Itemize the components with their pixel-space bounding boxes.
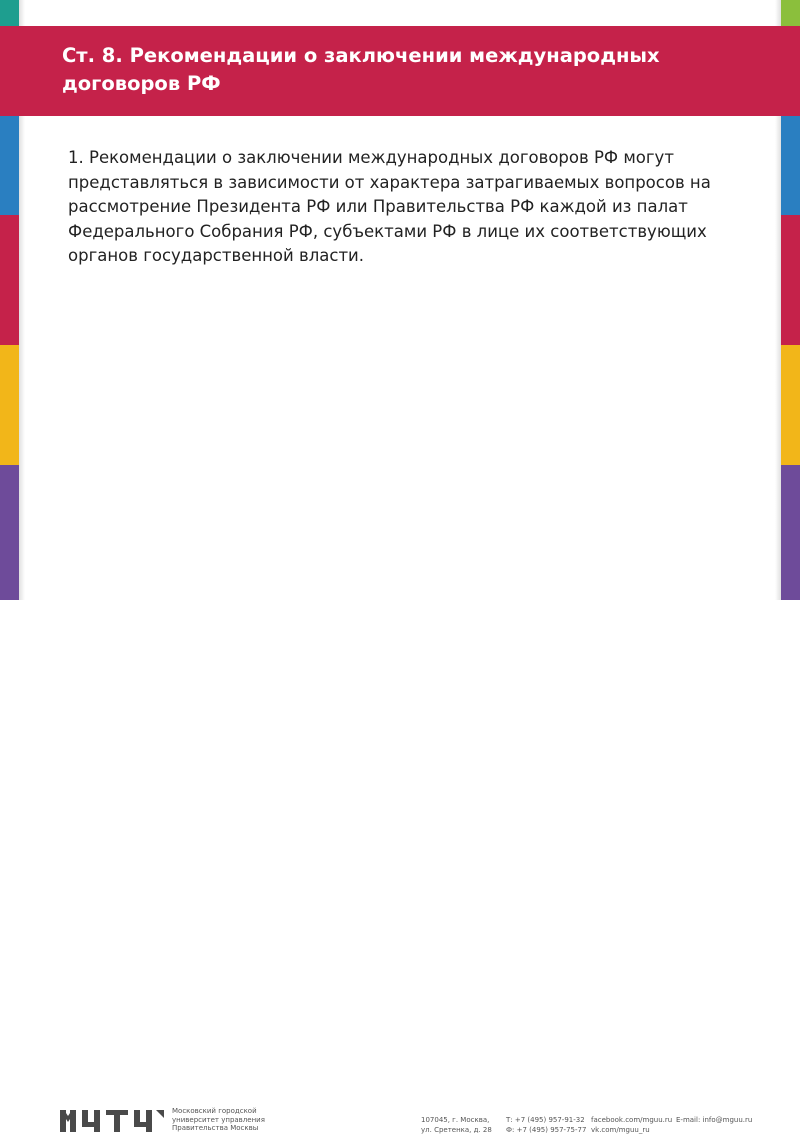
org-name-line1: Московский городской — [172, 1107, 257, 1115]
facebook-link[interactable]: facebook.com/mguu.ru — [591, 1116, 673, 1124]
phone-line: Т: +7 (495) 957-91-32 — [506, 1116, 585, 1124]
vk-link[interactable]: vk.com/mguu_ru — [591, 1126, 650, 1134]
org-name — [172, 1107, 282, 1133]
footer-social — [591, 1115, 672, 1135]
footer-email — [676, 1115, 752, 1125]
address-line2: ул. Сретенка, д. 28 — [421, 1126, 492, 1134]
email-link[interactable]: E-mail: info@mguu.ru — [676, 1116, 753, 1124]
footer-phones — [506, 1115, 586, 1135]
footer — [0, 550, 800, 1134]
org-name-line2: университет управления — [172, 1115, 265, 1124]
org-name-line3: Правительства Москвы — [172, 1124, 259, 1132]
slide-title-line1: Ст. 8. Рекомендации о заключении международных — [62, 44, 660, 67]
slide-title-line2: договоров РФ — [62, 72, 221, 95]
mguu-logo-icon — [60, 1108, 164, 1134]
slide-title — [62, 42, 662, 98]
footer-address — [421, 1115, 492, 1135]
slide-body-text: 1. Рекомендации о заключении международных договоров РФ могут представляться в зависимости от характера затрагиваемых вопросов на рассмотрение Президента РФ или Правительства РФ каждой из палат Федерального Собрания РФ, субъектами РФ в лице их соответствующих органов государственной власти. — [68, 148, 711, 265]
fax-line: Ф: +7 (495) 957-75-77 — [506, 1126, 587, 1134]
address-line1: 107045, г. Москва, — [421, 1116, 490, 1124]
